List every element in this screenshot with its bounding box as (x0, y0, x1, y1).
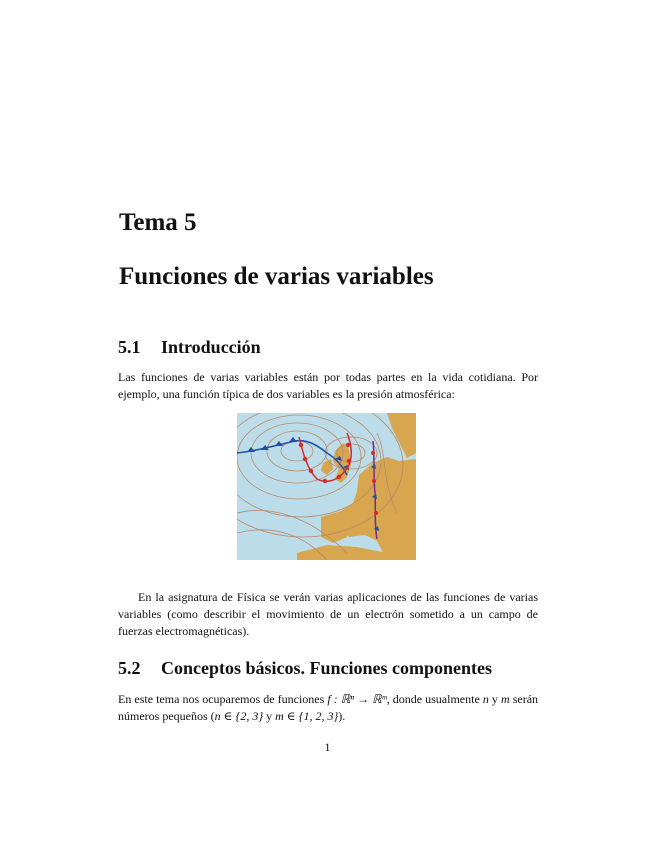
section-title: Conceptos básicos. Funciones componentes (161, 658, 493, 678)
section-heading-conceptos (118, 657, 492, 679)
chapter-label: Tema 5 (119, 209, 197, 236)
concepts-text: serán números pequeños ( (118, 692, 539, 723)
n-set-notation: n ∈ {2, 3} (214, 709, 264, 723)
concepts-text: y (263, 709, 276, 723)
intro-paragraph: Las funciones de varias variables están por todas partes en la vida cotidiana. Por ejemplo, una función típica de dos variables es la presión atmosférica: (118, 370, 538, 401)
section-title: Introducción (161, 337, 261, 357)
concepts-text: , donde usualmente (386, 692, 483, 706)
page-number: 1 (324, 740, 331, 754)
weather-map-figure (237, 413, 416, 560)
variable-n: n (482, 692, 489, 706)
section-number: 5.1 (118, 337, 141, 357)
m-set-notation: m ∈ {1, 2, 3} (275, 709, 339, 723)
concepts-text: y (488, 692, 501, 706)
concepts-text: ). (338, 709, 346, 723)
weather-map-image (237, 413, 416, 560)
physics-paragraph: En la asignatura de Física se verán varias aplicaciones de las funciones de varias variables (como describir el movimiento de un electrón sometido a un campo de fuerzas electromagnéticas). (118, 590, 538, 638)
section-number: 5.2 (118, 658, 141, 678)
function-notation: f : ℝⁿ → ℝᵐ (327, 692, 387, 706)
concepts-text: En este tema nos ocuparemos de funciones (118, 692, 328, 706)
variable-m: m (500, 692, 510, 706)
chapter-title: Funciones de varias variables (119, 263, 434, 290)
section-heading-introduccion (118, 336, 261, 358)
concepts-paragraph (118, 691, 538, 725)
